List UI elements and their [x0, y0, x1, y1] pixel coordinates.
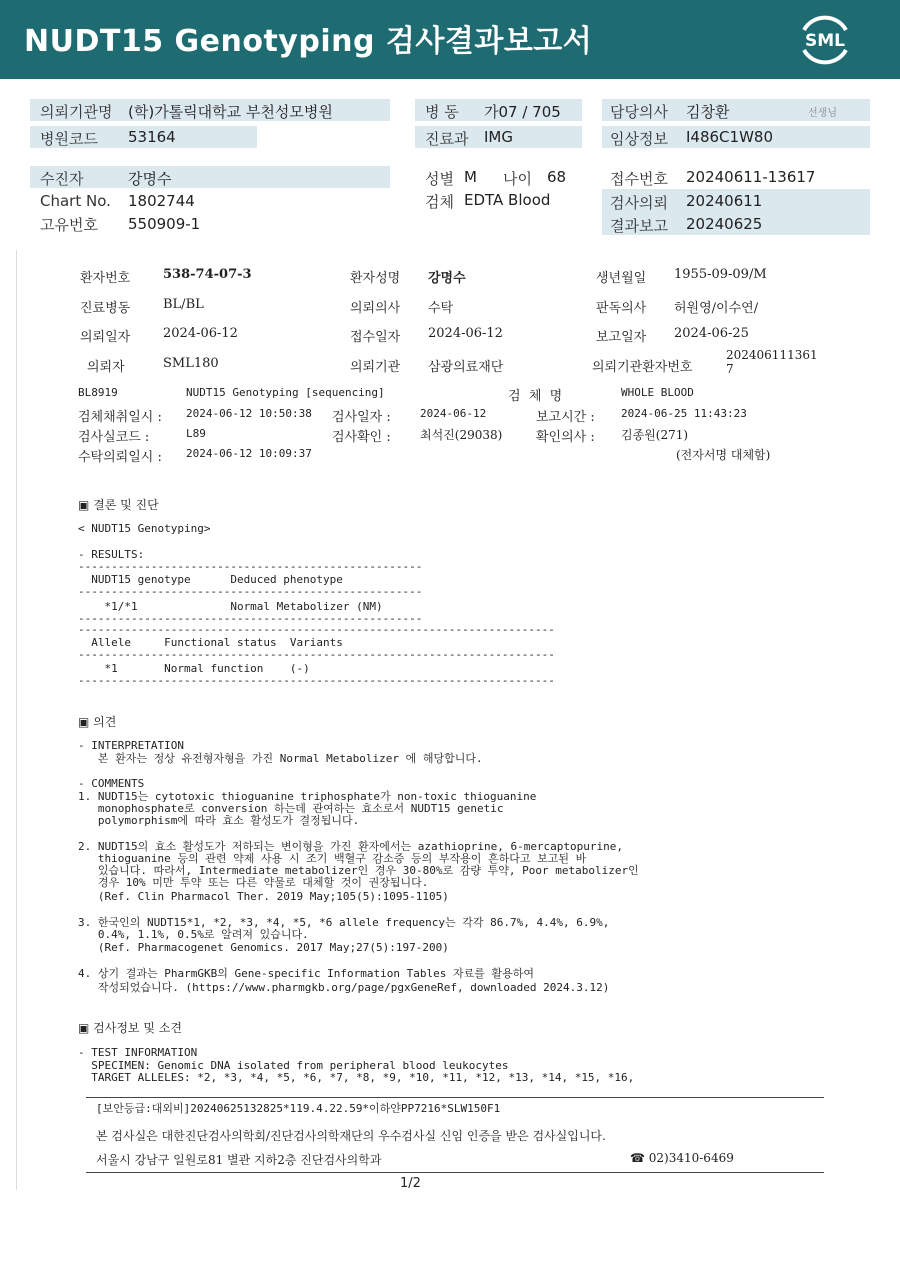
comment-2: thioguanine 등의 관련 약제 사용 시 조기 백혈구 감소증 등의 부작용이 흔하다고 보고된 바	[78, 852, 587, 865]
report-header	[0, 0, 900, 79]
comment-2: 있습니다. 따라서, Intermediate metabolizer인 경우 30-80%로 감량 투약, Poor metabolizer인	[78, 864, 639, 877]
divider: ------------------------------------------------------------------------	[78, 623, 555, 636]
sml-logo-icon	[796, 12, 854, 66]
r3-value2: 2024-06-12	[428, 326, 503, 341]
divider: ----------------------------------------------------	[78, 585, 423, 598]
comment-3: (Ref. Pharmacogenet Genomics. 2017 May;27(5):197-200)	[78, 941, 449, 954]
clinical-label: 임상정보	[610, 130, 668, 148]
specimen-name-label: 검 체 명	[508, 389, 563, 404]
sex-label: 성별	[425, 170, 454, 188]
patient-value: 강명수	[128, 170, 172, 188]
r2-label2: 의뢰의사	[350, 301, 401, 316]
report-date-label: 결과보고	[610, 217, 668, 235]
r1-value1: 538-74-07-3	[163, 267, 252, 282]
report-time-value: 2024-06-25 11:43:23	[621, 407, 747, 420]
r3-value3: 2024-06-25	[674, 326, 749, 341]
lab-address: 서울시 강남구 일원로81 별관 지하2층 진단검사의학과	[96, 1153, 382, 1167]
r4-value1: SML180	[163, 356, 219, 371]
section-opinion: ▣ 의견	[78, 715, 117, 729]
dept-label: 진료과	[425, 130, 469, 148]
comment-1: 1. NUDT15는 cytotoxic thioguanine triphosphate가 non-toxic thioguanine	[78, 790, 537, 803]
uid-label: 고유번호	[40, 216, 98, 234]
hospital-code-value: 53164	[128, 128, 176, 146]
doctor-value: 김창환	[686, 103, 730, 121]
allele-table-row: *1 Normal function (-)	[78, 662, 310, 675]
comments-heading: - COMMENTS	[78, 777, 145, 790]
results-table-row: *1/*1 Normal Metabolizer (NM)	[78, 600, 383, 613]
r2-label3: 판독의사	[596, 301, 647, 316]
divider: ------------------------------------------------------------------------	[78, 648, 555, 661]
security-line: [보안등급:대외비]20240625132825*119.4.22.59*이하얀PP7216*SLW150F1	[96, 1102, 501, 1115]
uid-value: 550909-1	[128, 215, 201, 233]
r2-label1: 진료병동	[80, 301, 131, 316]
comment-3: 0.4%, 1.1%, 0.5%로 알려져 있습니다.	[78, 928, 309, 941]
r1-label1: 환자번호	[80, 271, 131, 286]
r2-value2: 수탁	[428, 301, 454, 316]
test-date-label: 검사일자 :	[332, 410, 391, 425]
consign-label: 수탁의뢰일시 :	[78, 450, 162, 465]
bar	[30, 166, 390, 188]
interpretation-heading: - INTERPRETATION	[78, 739, 184, 752]
institution-value: (학)가톨릭대학교 부천성모병원	[128, 103, 333, 121]
r4-value2: 삼광의료재단	[428, 360, 504, 375]
confirm-doc-label: 확인의사 :	[536, 430, 595, 445]
req-date-label: 검사의뢰	[610, 194, 668, 212]
test-name: NUDT15 Genotyping [sequencing]	[186, 386, 385, 399]
r4-label1: 의뢰자	[87, 360, 125, 375]
footer-rule	[86, 1172, 824, 1173]
specimen-label: 검체	[425, 193, 454, 211]
r4-label2: 의뢰기관	[350, 360, 401, 375]
hospital-code-label: 병원코드	[40, 130, 98, 148]
confirm-doc-value: 김종원(271)	[621, 428, 689, 442]
comment-1: polymorphism에 따라 효소 활성도가 결정됩니다.	[78, 814, 360, 827]
test-info-target: TARGET ALLELES: *2, *3, *4, *5, *6, *7, *8, *9, *10, *11, *12, *13, *14, *15, *16,	[78, 1071, 635, 1084]
esign-note: (전자서명 대체함)	[676, 448, 771, 462]
test-code: BL8919	[78, 386, 118, 399]
specimen-value: EDTA Blood	[464, 191, 551, 209]
collect-label: 검체채취일시 :	[78, 410, 162, 425]
reception-label: 접수번호	[610, 170, 668, 188]
chart-label: Chart No.	[40, 192, 111, 210]
confirm-label: 검사확인 :	[332, 430, 391, 445]
genotyping-heading: < NUDT15 Genotyping>	[78, 522, 211, 535]
report-time-label: 보고시간 :	[536, 410, 595, 425]
req-date-value: 20240611	[686, 192, 763, 210]
r3-value1: 2024-06-12	[163, 326, 238, 341]
comment-4: 작성되었습니다. (https://www.pharmgkb.org/page/pgxGeneRef, downloaded 2024.3.12)	[78, 981, 610, 994]
lab-phone: ☎ 02)3410-6469	[630, 1151, 734, 1165]
test-info-specimen: SPECIMEN: Genomic DNA isolated from peripheral blood leukocytes	[78, 1059, 509, 1072]
comment-1: monophosphate로 conversion 하는데 관여하는 효소로서 NUDT15 genetic	[78, 802, 504, 815]
comment-3: 3. 한국인의 NUDT15*1, *2, *3, *4, *5, *6 allele frequency는 각각 86.7%, 4.4%, 6.9%,	[78, 916, 610, 929]
r1-label3: 생년월일	[596, 271, 647, 286]
sex-value: M	[464, 168, 477, 186]
certification-text: 본 검사실은 대한진단검사의학회/진단검사의학재단의 우수검사실 신임 인증을 받은 검사실입니다.	[96, 1129, 606, 1143]
r3-label3: 보고일자	[596, 330, 647, 345]
chart-value: 1802744	[128, 192, 195, 210]
test-info-heading: - TEST INFORMATION	[78, 1046, 198, 1059]
collect-value: 2024-06-12 10:50:38	[186, 407, 312, 420]
divider: ----------------------------------------------------	[78, 612, 423, 625]
institution-label: 의뢰기관명	[40, 103, 113, 121]
age-value: 68	[547, 168, 567, 186]
divider: ------------------------------------------------------------------------	[78, 674, 555, 687]
logo-text: SML	[805, 31, 845, 51]
r1-value2: 강명수	[428, 271, 466, 286]
dept-value: IMG	[484, 128, 513, 146]
comment-4: 4. 상기 결과는 PharmGKB의 Gene-specific Information Tables 자료를 활용하여	[78, 967, 535, 980]
results-heading: - RESULTS:	[78, 548, 145, 561]
report-date-value: 20240625	[686, 215, 763, 233]
comment-2: 경우 10% 미만 투약 또는 다른 약물로 대체할 것이 권장됩니다.	[78, 876, 429, 889]
r3-label1: 의뢰일자	[80, 330, 131, 345]
r4-value3: 202406111361	[726, 348, 818, 362]
results-table-header: NUDT15 genotype Deduced phenotype	[78, 573, 343, 586]
clinical-value: I486C1W80	[686, 128, 773, 146]
lab-code-label: 검사실코드 :	[78, 430, 150, 445]
r3-label2: 접수일자	[350, 330, 401, 345]
r1-value3: 1955-09-09/M	[674, 267, 767, 282]
page-number: 1/2	[400, 1176, 421, 1191]
lab-code-value: L89	[186, 427, 206, 440]
comment-2: 2. NUDT15의 효소 활성도가 저하되는 변이형을 가진 환자에서는 azathioprine, 6-mercaptopurine,	[78, 840, 624, 853]
ward-value: 가07 / 705	[484, 103, 561, 121]
r2-value1: BL/BL	[163, 297, 204, 312]
r1-label2: 환자성명	[350, 271, 401, 286]
section-test-info: ▣ 검사정보 및 소견	[78, 1021, 182, 1035]
specimen-name: WHOLE BLOOD	[621, 386, 694, 399]
allele-table-header: Allele Functional status Variants	[78, 636, 343, 649]
footer-rule	[86, 1097, 824, 1098]
test-date-value: 2024-06-12	[420, 407, 487, 420]
r2-value3: 허원영/이수연/	[674, 301, 759, 316]
consign-value: 2024-06-12 10:09:37	[186, 447, 312, 460]
report-title: NUDT15 Genotyping 검사결과보고서	[24, 24, 593, 59]
reception-value: 20240611-13617	[686, 168, 816, 186]
r4-label3: 의뢰기관환자번호	[592, 360, 693, 375]
comment-2: (Ref. Clin Pharmacol Ther. 2019 May;105(5):1095-1105)	[78, 890, 449, 903]
age-label: 나이	[503, 170, 532, 188]
r4-value3-cont: 7	[726, 362, 734, 376]
doctor-suffix: 선생님	[808, 108, 837, 119]
section-conclusion: ▣ 결론 및 진단	[78, 498, 159, 512]
patient-label: 수진자	[40, 170, 84, 188]
doctor-label: 담당의사	[610, 103, 668, 121]
ward-label: 병 동	[425, 103, 459, 121]
confirm-value: 최석진(29038)	[420, 428, 503, 442]
interpretation-text: 본 환자는 정상 유전형자형을 가진 Normal Metabolizer 에 해당합니다.	[78, 752, 483, 765]
divider: ----------------------------------------------------	[78, 560, 423, 573]
